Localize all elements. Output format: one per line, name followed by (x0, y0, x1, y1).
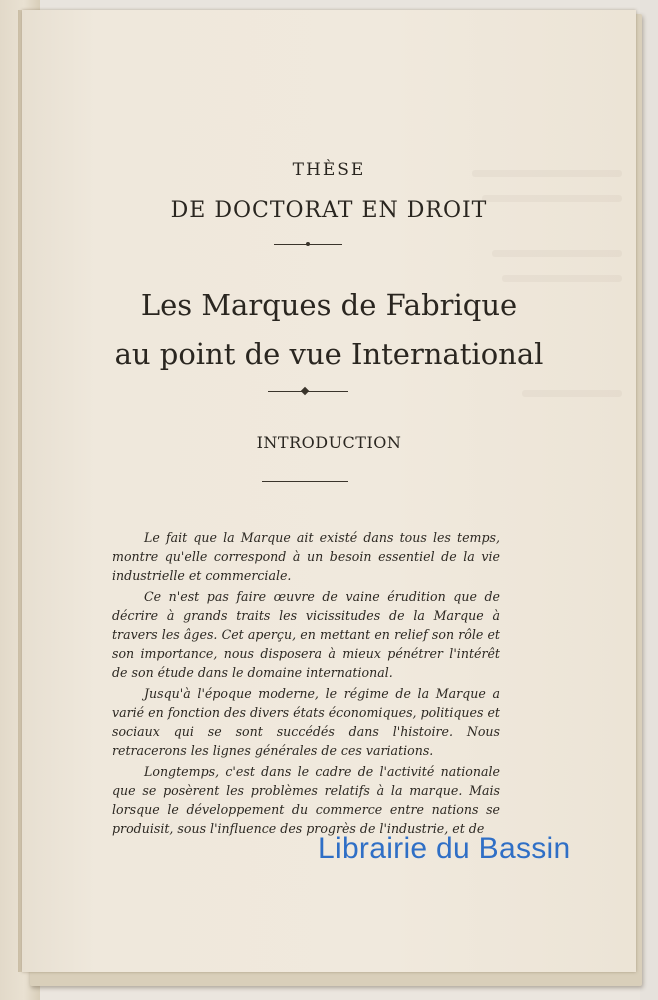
body-text (112, 528, 500, 840)
paragraph: Longtemps, c'est dans le cadre de l'activité nationale que se posèrent les problèmes relatifs à la marque. Mais lorsque le développement du commerce entre nations se produisit, sous l'influence des progrès de l'industrie, et de (112, 764, 500, 836)
watermark-text: Librairie du Bassin (318, 832, 571, 865)
title-line-1: Les Marques de Fabrique (140, 288, 518, 322)
title-line-2: au point de vue International (114, 337, 544, 371)
paragraph: Le fait que la Marque ait existé dans tous les temps, montre qu'elle correspond à un besoin essentiel de la vie industrielle et commerciale. (112, 530, 500, 583)
ornament-diamond (301, 387, 309, 395)
show-through (492, 250, 622, 257)
paragraph: Ce n'est pas faire œuvre de vaine érudition que de décrire à grands traits les vicissitudes de la Marque à travers les âges. Cet aperçu, en mettant en relief son rôle et son importance, nous disposera à mieux pénétrer l'intérêt de son étude dans le domaine international. (112, 589, 500, 680)
thesis-label: THÈSE (292, 160, 366, 180)
book-page (22, 10, 636, 972)
section-heading: INTRODUCTION (256, 433, 402, 452)
divider-dot (306, 242, 310, 246)
paragraph: Jusqu'à l'époque moderne, le régime de la Marque a varié en fonction des divers états économiques, politiques et sociaux qui se sont succédés dans l'histoire. Nous retracerons les lignes générales de ces variations. (112, 686, 500, 758)
show-through (502, 275, 622, 282)
degree-label: DE DOCTORAT EN DROIT (170, 198, 488, 223)
show-through (522, 390, 622, 397)
backdrop-right (640, 0, 658, 1000)
section-rule (262, 481, 348, 482)
